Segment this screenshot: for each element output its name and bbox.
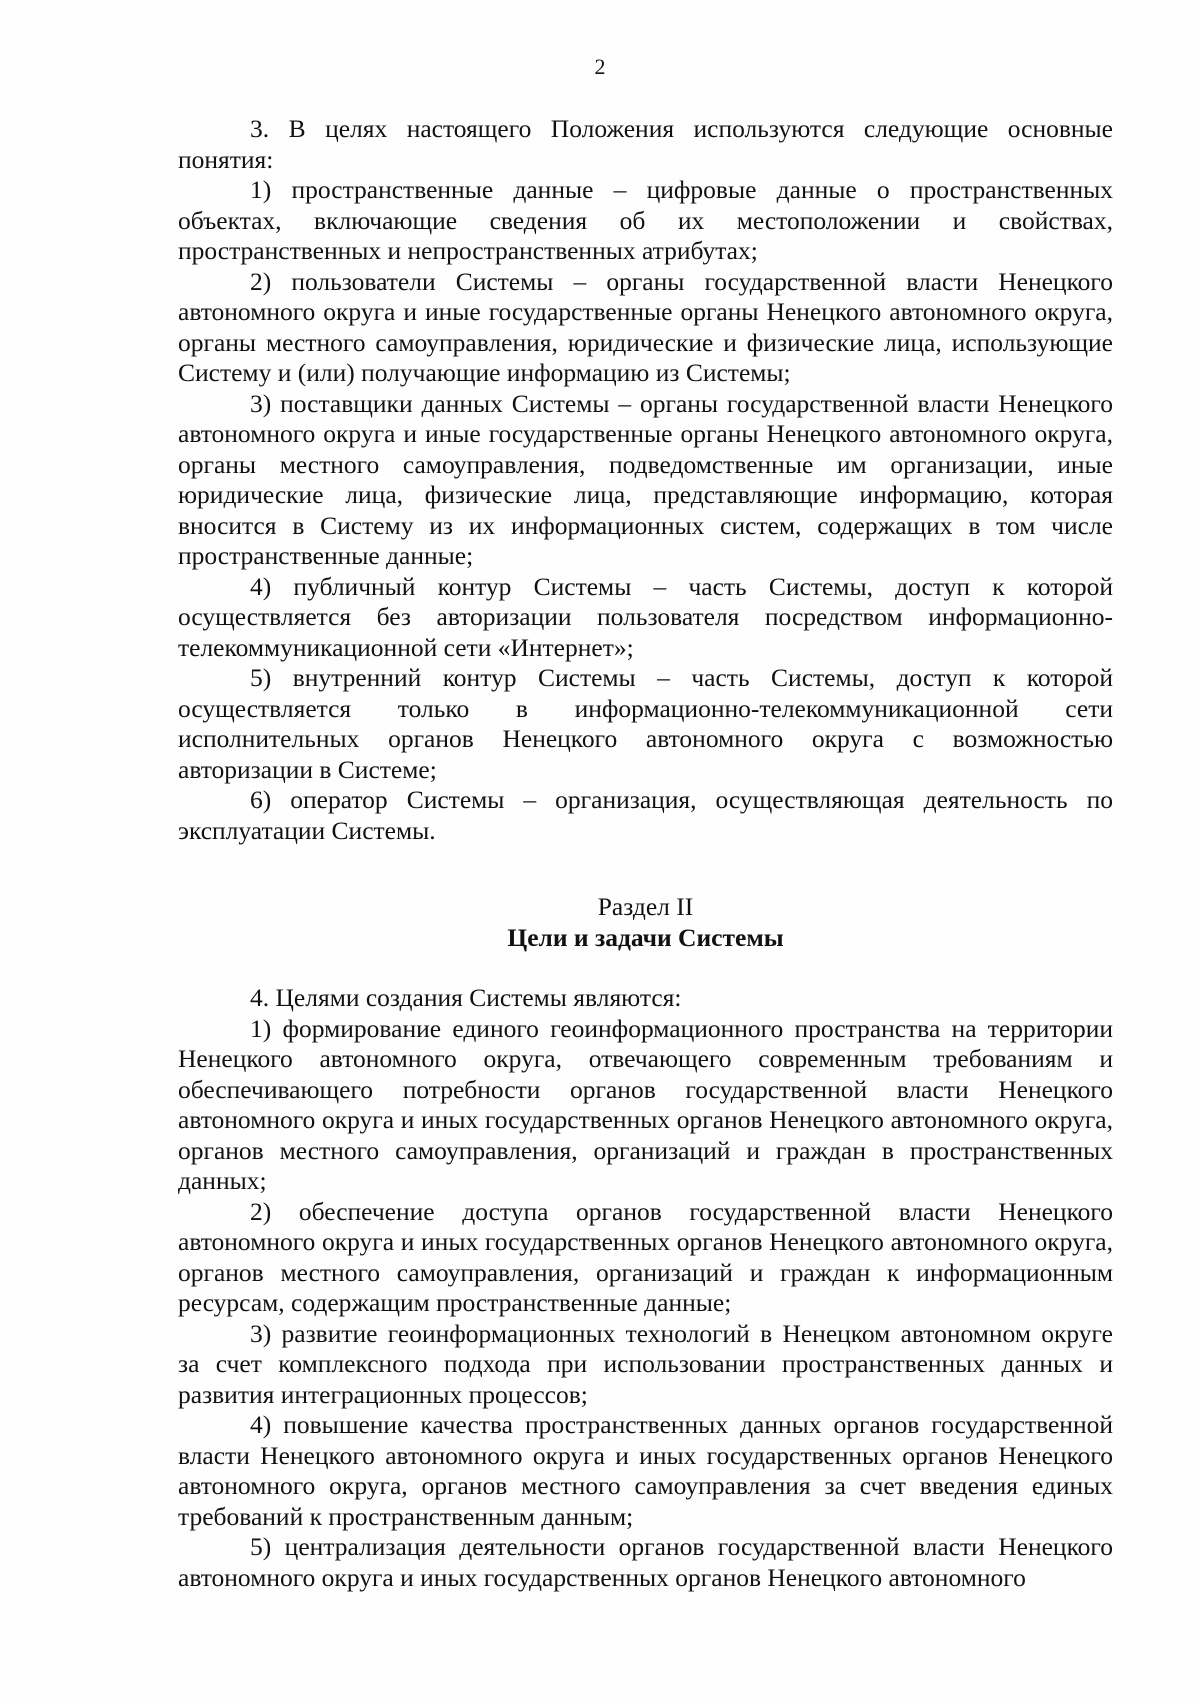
goal-1: 1) формирование единого геоинформационного пространства на территории Ненецкого автономного округа, отвечающего современным требованиям и обеспечивающего потребности органов государственной власти Ненецкого автономного округа и иных государственных органов Ненецкого автономного округа, органов местного самоуправления, организаций и граждан в пространственных данных; <box>178 1013 1113 1195</box>
definition-6: 6) оператор Системы – организация, осуществляющая деятельность по эксплуатации Системы. <box>178 785 1113 845</box>
document-body <box>178 114 1113 1593</box>
paragraph-4: 4. Целями создания Системы являются: <box>250 983 682 1012</box>
goal-2: 2) обеспечение доступа органов государственной власти Ненецкого автономного округа и иных государственных органов Ненецкого автономного округа, органов местного самоуправления, организаций и граждан к информационным ресурсам, содержащим пространственные данные; <box>178 1196 1113 1317</box>
section-label: Раздел II <box>597 892 694 921</box>
page-number: 2 <box>594 54 606 79</box>
goal-4: 4) повышение качества пространственных данных органов государственной власти Ненецкого автономного округа и иных государственных органов Ненецкого автономного округа, органов местного самоуправления за счет введения единых требований к пространственным данным; <box>178 1410 1113 1531</box>
definition-4: 4) публичный контур Системы – часть Системы, доступ к которой осуществляется без авторизации пользователя посредством информационно-телекоммуникационной сети «Интернет»; <box>178 571 1113 662</box>
definition-1: 1) пространственные данные – цифровые данные о пространственных объектах, включающие сведения об их местоположении и свойствах, пространственных и непространственных атрибутах; <box>178 175 1113 265</box>
definition-3: 3) поставщики данных Системы – органы государственной власти Ненецкого автономного округа и иные государственные органы Ненецкого автономного округа, органы местного самоуправления, подведомственные им организации, иные юридические лица, физические лица, представляющие информацию, которая вносится в Систему из их информационных систем, содержащих в том числе пространственные данные; <box>178 388 1113 570</box>
section-title: Цели и задачи Системы <box>507 922 784 952</box>
definition-5: 5) внутренний контур Системы – часть Системы, доступ к которой осуществляется только в информационно-телекоммуникационной сети исполнительных органов Ненецкого автономного округа с возможностью авторизации в Системе; <box>178 663 1113 784</box>
definition-2: 2) пользователи Системы – органы государственной власти Ненецкого автономного округа и иные государственные органы Ненецкого автономного округа, органы местного самоуправления, юридические и физические лица, использующие Систему и (или) получающие информацию из Системы; <box>178 266 1113 387</box>
goal-5: 5) централизация деятельности органов государственной власти Ненецкого автономного округа и иных государственных органов Ненецкого автономного <box>178 1532 1113 1592</box>
goal-3: 3) развитие геоинформационных технологий в Ненецком автономном округе за счет комплексного подхода при использовании пространственных данных и развития интеграционных процессов; <box>178 1318 1113 1409</box>
paragraph-3: 3. В целях настоящего Положения используются следующие основные понятия: <box>178 114 1113 174</box>
